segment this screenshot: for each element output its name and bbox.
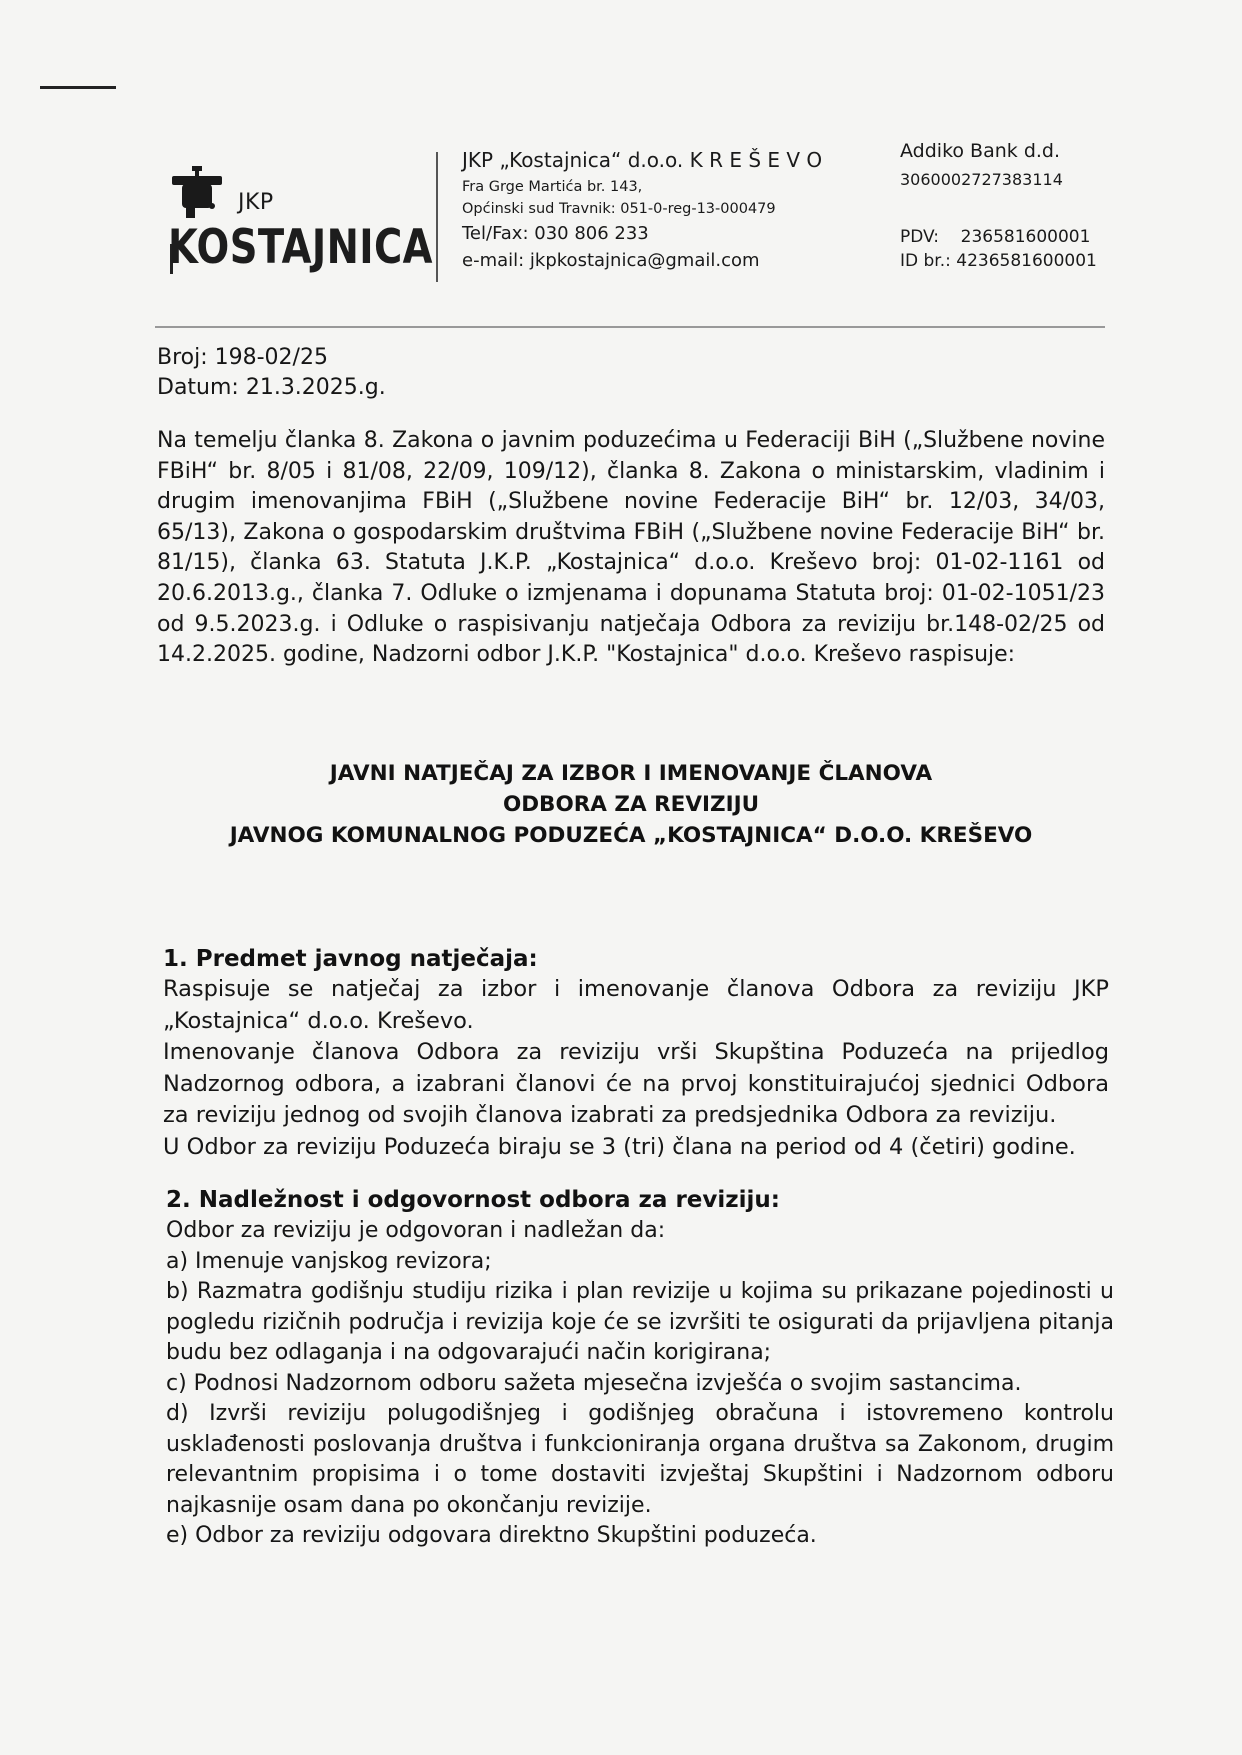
company-name: JKP „Kostajnica“ d.o.o. K R E Š E V O [462,148,823,172]
title-line: JAVNI NATJEČAJ ZA IZBOR I IMENOVANJE ČLANOVA [329,761,933,786]
tel-fax: Tel/Fax: 030 806 233 [462,223,649,244]
email: e-mail: jkpkostajnica@gmail.com [462,250,760,271]
logo-jkp-text: JKP [238,190,274,215]
section-2-body [166,1216,1114,1552]
document-date: Datum: 21.3.2025.g. [157,375,386,400]
section-2-line: a) Imenuje vanjskog revizora; [166,1248,492,1274]
section-1-body [163,974,1109,1163]
intro-paragraph: Na temelju članka 8. Zakona o javnim poduzećima u Federaciji BiH („Službene novine FBiH“ br. 8/05 i 81/08, 22/09, 109/12), članka 8. Zakona o ministarskim, vladinim i drugim imenovanjima FBiH („Službene novine Federacije BiH“ br. 12/03, 34/03, 65/13), Zakona o gospodarskim društvima FBiH („Službene novine Federacije BiH“ br. 81/15), članka 63. Statuta J.K.P. „Kostajnica“ d.o.o. Kreševo broj: 01-02-1161 od 20.6.2013.g., članka 7. Odluke o izmjenama i dopunama Statuta broj: 01-02-1051/23 od 9.5.2023.g. i Odluke o raspisivanju natječaja Odbora za reviziju br.148-02/25 od 14.2.2025. godine, Nadzorni odbor J.K.P. "Kostajnica" d.o.o. Kreševo raspisuje: [157,428,1105,668]
section-1-line: Imenovanje članova Odbora za reviziju vrši Skupština Poduzeća na prijedlog Nadzornog odbora, a izabrani članovi će na prvoj konstituirajućoj sjednici Odbora za reviziju jednog od svojih članova izabrati za predsjednika Odbora za reviziju. [163,1039,1109,1128]
section-2-line: b) Razmatra godišnju studiju rizika i plan revizije u kojima su prikazane pojedinosti u pogledu rizičnih područja i revizija koje će se izvršiti te osigurati da prijavljena pitanja budu bez odlaganja i na odgovarajući način korigirana; [166,1279,1114,1365]
section-1-line: Raspisuje se natječaj za izbor i imenovanje članova Odbora za reviziju JKP „Kostajnica“ d.o.o. Kreševo. [163,976,1109,1034]
header-divider [436,152,438,282]
company-logo [168,152,433,282]
section-2-line: c) Podnosi Nadzornom odboru sažeta mjesečna izvješća o svojim sastancima. [166,1370,1022,1396]
section-2-line: Odbor za reviziju je odgovoran i nadležan da: [166,1218,666,1243]
section-1-line: U Odbor za reviziju Poduzeća biraju se 3 (tri) člana na period od 4 (četiri) godine. [163,1133,1076,1160]
document-reference [157,343,386,403]
id-number: ID br.: 4236581600001 [900,251,1097,271]
letterhead [150,140,1110,290]
company-address: Fra Grge Martića br. 143, [462,179,643,195]
header-rule [155,326,1105,328]
court-registration: Općinski sud Travnik: 051-0-reg-13-000479 [462,201,776,217]
bank-account: 3060002727383114 [900,170,1063,189]
logo-name-text: KOSTAJNICA [168,220,433,275]
corner-mark [40,86,116,89]
title-line: JAVNOG KOMUNALNOG PODUZEĆA „KOSTAJNICA“ D.O.O. KREŠEVO [229,823,1033,848]
document-number: Broj: 198-02/25 [157,345,328,370]
bank-info [900,140,1097,271]
water-tap-icon [168,164,226,220]
section-1-heading: 1. Predmet javnog natječaja: [163,946,538,972]
section-2-line: d) Izvrši reviziju polugodišnjeg i godišnjeg obračuna i istovremeno kontrolu usklađenosti poslovanja društva i funkcioniranja organa društva sa Zakonom, drugim relevantnim propisima i o tome dostaviti izvještaj Skupštini i Nadzornom odboru najkasnije osam dana po okončanju revizije. [166,1401,1114,1518]
pdv-number: PDV: 236581600001 [900,227,1091,247]
bank-name: Addiko Bank d.d. [900,140,1061,162]
document-title [157,758,1105,851]
title-line: ODBORA ZA REVIZIJU [502,792,760,817]
section-2-heading: 2. Nadležnost i odgovornost odbora za reviziju: [166,1187,781,1213]
section-2-line: e) Odbor za reviziju odgovara direktno Skupštini poduzeća. [166,1523,817,1548]
company-info [462,148,822,274]
